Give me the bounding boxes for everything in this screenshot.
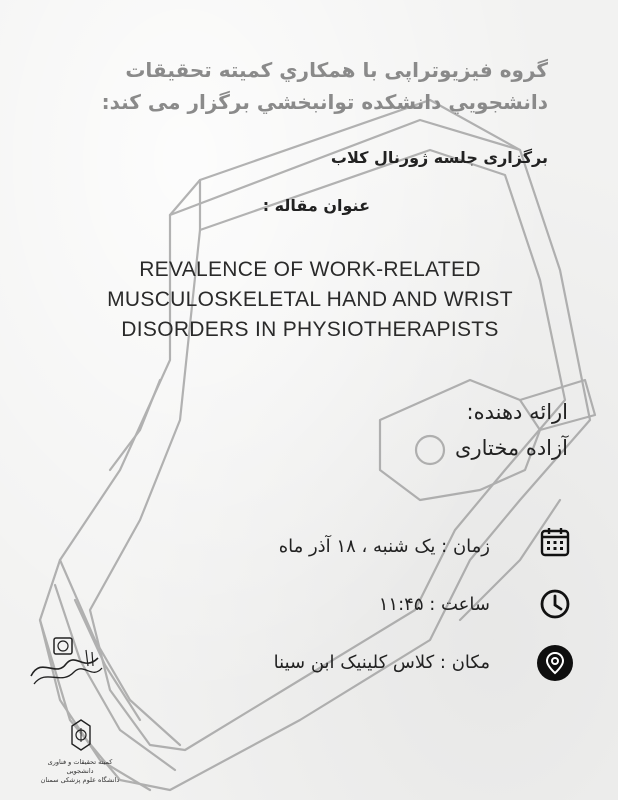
article-title-label: عنوان مقاله : (262, 196, 370, 215)
university-name: دانشگاه علوم پزشکی سمنان (40, 776, 120, 784)
article-title-line: REVALENCE OF WORK-RELATED (139, 258, 481, 281)
research-committee-logo (40, 718, 120, 784)
header-line-2: دانشجويي دانشکده توانبخشي برگزار می کند: (101, 90, 548, 114)
presenter-label: ارائه دهنده: (466, 400, 568, 424)
clock-icon (537, 586, 573, 622)
event-time: ساعت : ۱۱:۴۵ (378, 594, 490, 615)
location-pin-icon (537, 645, 573, 681)
committee-name: کمیته تحقیقات و فناوری دانشجویی (47, 758, 113, 775)
article-title (60, 255, 560, 345)
event-date: زمان : یک شنبه ، ۱۸ آذر ماه (278, 536, 490, 557)
organizer-header (68, 54, 548, 118)
calendar-icon (537, 524, 573, 560)
session-title: برگزاری جلسه ژورنال کلاب (330, 148, 548, 167)
event-location: مکان : کلاس کلینیک ابن سینا (273, 652, 490, 673)
university-logo (26, 636, 106, 692)
article-title-line: MUSCULOSKELETAL HAND AND WRIST (107, 288, 513, 311)
header-line-1: گروه فيزيوتراپی با همکاري کميته تحقيقات (125, 58, 548, 82)
article-title-line: DISORDERS IN PHYSIOTHERAPISTS (121, 318, 499, 341)
presenter-name: آزاده مختاری (455, 436, 568, 460)
